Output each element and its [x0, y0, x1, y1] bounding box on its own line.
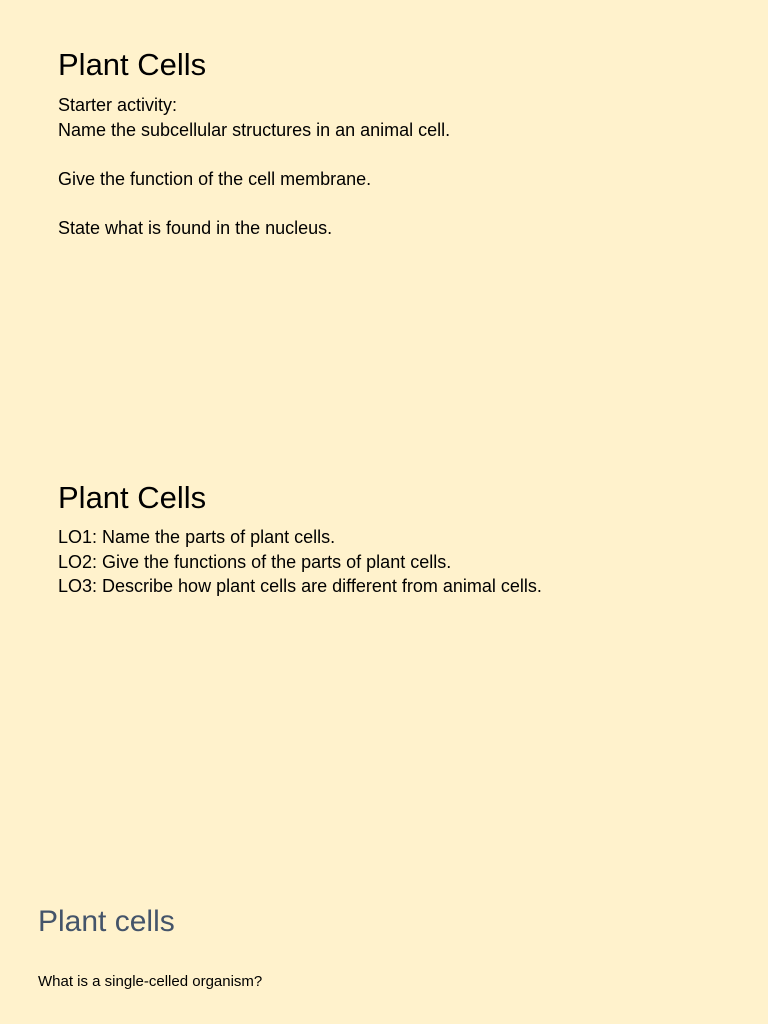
- starter-activity-heading: Starter activity:: [58, 95, 178, 115]
- learning-objective-2: LO2: Give the functions of the parts of plant cells.: [58, 551, 452, 572]
- objectives-slide-title: Plant Cells: [58, 480, 207, 515]
- learning-objective-1: LO1: Name the parts of plant cells.: [58, 527, 336, 547]
- starter-slide-title: Plant Cells: [58, 47, 207, 82]
- starter-question-membrane: Give the function of the cell membrane.: [58, 168, 372, 189]
- learning-objective-3: LO3: Describe how plant cells are different from animal cells.: [58, 576, 542, 596]
- starter-question-subcellular: Name the subcellular structures in an animal cell.: [58, 119, 451, 140]
- learning-objectives-list: [58, 525, 542, 599]
- blank-line: [58, 142, 450, 167]
- blank-line: [58, 191, 450, 216]
- section-question: What is a single-celled organism?: [38, 973, 263, 990]
- starter-activity-text: [58, 93, 450, 240]
- section-title: Plant cells: [38, 905, 175, 938]
- starter-question-nucleus: State what is found in the nucleus.: [58, 217, 333, 238]
